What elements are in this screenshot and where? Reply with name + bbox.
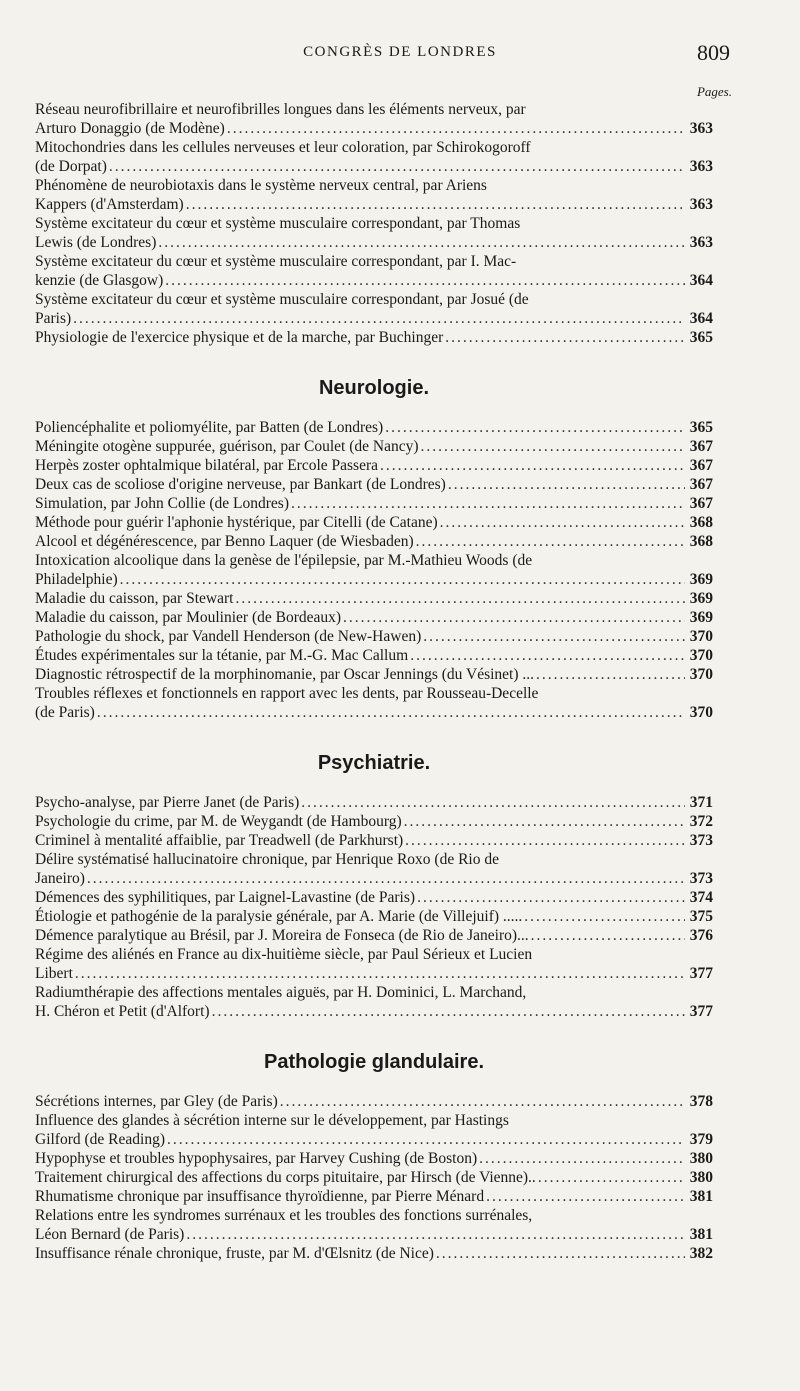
dot-leader bbox=[536, 665, 685, 684]
entry-text-line: Libert bbox=[35, 965, 73, 982]
toc-entry bbox=[35, 1206, 713, 1244]
entry-last-line bbox=[35, 793, 713, 812]
toc-entry bbox=[35, 1111, 713, 1149]
entry-text-line: Rhumatisme chronique par insuffisance thyroïdienne, par Pierre Ménard bbox=[35, 1188, 485, 1205]
toc-entry bbox=[35, 456, 713, 475]
entry-last-line bbox=[35, 926, 713, 945]
toc-entry bbox=[35, 907, 713, 926]
entry-last-line bbox=[35, 627, 713, 646]
entry-page-number: 380 bbox=[689, 1169, 713, 1186]
dot-leader bbox=[423, 627, 685, 646]
entry-text-line: Diagnostic rétrospectif de la morphinomanie, par Oscar Jennings (du Vésinet) ... bbox=[35, 666, 535, 683]
entry-text-line: Arturo Donaggio (de Modène) bbox=[35, 120, 225, 137]
entry-text-line: Influence des glandes à sécrétion interne sur le développement, par Hastings bbox=[35, 1112, 509, 1129]
dot-leader bbox=[410, 646, 685, 665]
dot-leader bbox=[165, 271, 685, 290]
toc-section bbox=[35, 1051, 713, 1263]
entry-page-number: 364 bbox=[689, 310, 713, 327]
toc-entry bbox=[35, 437, 713, 456]
entry-text-line: Études expérimentales sur la tétanie, par M.-G. Mac Callum bbox=[35, 647, 409, 664]
entry-text-line: Léon Bernard (de Paris) bbox=[35, 1226, 185, 1243]
toc-entry bbox=[35, 176, 713, 214]
entry-text-line: Psycho-analyse, par Pierre Janet (de Paris) bbox=[35, 794, 300, 811]
dot-leader bbox=[75, 964, 685, 983]
entry-page-number: 369 bbox=[689, 590, 713, 607]
toc-entry bbox=[35, 627, 713, 646]
entry-text-line: Criminel à mentalité affaiblie, par Treadwell (de Parkhurst) bbox=[35, 832, 404, 849]
entry-page-number: 370 bbox=[689, 666, 713, 683]
dot-leader bbox=[436, 1244, 685, 1263]
toc-entry bbox=[35, 138, 713, 176]
toc-entry bbox=[35, 513, 713, 532]
toc-section bbox=[35, 752, 713, 1021]
entry-last-line bbox=[35, 1187, 713, 1206]
entry-last-line bbox=[35, 907, 713, 926]
entry-text-line: Physiologie de l'exercice physique et de la marche, par Buchinger bbox=[35, 329, 444, 346]
entry-text-line: Réseau neurofibrillaire et neurofibrilles longues dans les éléments nerveux, par bbox=[35, 101, 526, 118]
entry-page-number: 370 bbox=[689, 628, 713, 645]
dot-leader bbox=[380, 456, 685, 475]
dot-leader bbox=[445, 328, 685, 347]
dot-leader bbox=[227, 119, 685, 138]
entry-text-line: Phénomène de neurobiotaxis dans le système nerveux central, par Ariens bbox=[35, 177, 487, 194]
dot-leader bbox=[109, 157, 685, 176]
entry-text-line: Méningite otogène suppurée, guérison, par Coulet (de Nancy) bbox=[35, 438, 419, 455]
entry-text-line: Pathologie du shock, par Vandell Henderson (de New-Hawen) bbox=[35, 628, 422, 645]
entry-last-line bbox=[35, 1244, 713, 1263]
entry-text-line: Sécrétions internes, par Gley (de Paris) bbox=[35, 1093, 278, 1110]
entry-page-number: 364 bbox=[689, 272, 713, 289]
entry-text-line: Radiumthérapie des affections mentales aiguës, par H. Dominici, L. Marchand, bbox=[35, 984, 527, 1001]
entry-page-number: 367 bbox=[689, 457, 713, 474]
toc-entry bbox=[35, 252, 713, 290]
dot-leader bbox=[343, 608, 685, 627]
entry-text-line: Mitochondries dans les cellules nerveuses et leur coloration, par Schirokogoroff bbox=[35, 139, 531, 156]
entry-text-line: (de Dorpat) bbox=[35, 158, 107, 175]
entry-last-line bbox=[35, 475, 713, 494]
toc-entry bbox=[35, 551, 713, 589]
dot-leader bbox=[301, 793, 685, 812]
entry-page-number: 371 bbox=[689, 794, 713, 811]
running-title: CONGRÈS DE LONDRES bbox=[303, 44, 497, 60]
entry-last-line bbox=[35, 271, 713, 290]
section-title: Pathologie glandulaire. bbox=[263, 1051, 485, 1073]
dot-leader bbox=[291, 494, 685, 513]
entry-last-line bbox=[35, 1225, 713, 1244]
toc-entry bbox=[35, 945, 713, 983]
entry-last-line bbox=[35, 589, 713, 608]
entry-text-line: (de Paris) bbox=[35, 704, 95, 721]
toc-entry bbox=[35, 831, 713, 850]
entry-text-line: Maladie du caisson, par Stewart bbox=[35, 590, 234, 607]
entry-page-number: 376 bbox=[689, 927, 713, 944]
dot-leader bbox=[186, 195, 685, 214]
entry-last-line bbox=[35, 328, 713, 347]
entry-last-line bbox=[35, 1130, 713, 1149]
entry-last-line bbox=[35, 418, 713, 437]
entry-page-number: 367 bbox=[689, 438, 713, 455]
toc-entry bbox=[35, 532, 713, 551]
entry-page-number: 369 bbox=[689, 571, 713, 588]
pages-column-label: Pages. bbox=[696, 84, 732, 99]
entry-last-line bbox=[35, 1092, 713, 1111]
entry-last-line bbox=[35, 513, 713, 532]
entry-page-number: 378 bbox=[689, 1093, 713, 1110]
toc-entry bbox=[35, 589, 713, 608]
toc-entry bbox=[35, 1168, 713, 1187]
dot-leader bbox=[120, 570, 685, 589]
entry-last-line bbox=[35, 665, 713, 684]
toc-entry bbox=[35, 888, 713, 907]
entry-page-number: 363 bbox=[689, 120, 713, 137]
dot-leader bbox=[440, 513, 685, 532]
entry-text-line: Psychologie du crime, par M. de Weygandt (de Hambourg) bbox=[35, 813, 402, 830]
entry-text-line: Kappers (d'Amsterdam) bbox=[35, 196, 184, 213]
toc-entry bbox=[35, 812, 713, 831]
dot-leader bbox=[404, 812, 685, 831]
entry-page-number: 374 bbox=[689, 889, 713, 906]
entry-page-number: 367 bbox=[689, 495, 713, 512]
entry-last-line bbox=[35, 119, 713, 138]
entry-page-number: 377 bbox=[689, 1003, 713, 1020]
toc-entry bbox=[35, 793, 713, 812]
entry-last-line bbox=[35, 703, 713, 722]
entry-last-line bbox=[35, 608, 713, 627]
entry-last-line bbox=[35, 532, 713, 551]
entry-text-line: Troubles réflexes et fonctionnels en rapport avec les dents, par Rousseau-Decelle bbox=[35, 685, 539, 702]
dot-leader bbox=[186, 1225, 685, 1244]
dot-leader bbox=[524, 907, 685, 926]
entry-text-line: Simulation, par John Collie (de Londres) bbox=[35, 495, 289, 512]
entry-text-line: Lewis (de Londres) bbox=[35, 234, 157, 251]
entry-last-line bbox=[35, 831, 713, 850]
entry-text-line: Janeiro) bbox=[35, 870, 85, 887]
entry-page-number: 368 bbox=[689, 514, 713, 531]
entry-last-line bbox=[35, 195, 713, 214]
section-title: Neurologie. bbox=[318, 377, 429, 399]
entry-last-line bbox=[35, 1149, 713, 1168]
toc-entry bbox=[35, 926, 713, 945]
dot-leader bbox=[417, 888, 685, 907]
entry-page-number: 380 bbox=[689, 1150, 713, 1167]
entry-text-line: Alcool et dégénérescence, par Benno Laquer (de Wiesbaden) bbox=[35, 533, 414, 550]
entry-page-number: 365 bbox=[689, 419, 713, 436]
toc-entry bbox=[35, 665, 713, 684]
toc-entry bbox=[35, 475, 713, 494]
dot-leader bbox=[416, 532, 685, 551]
toc-entry bbox=[35, 418, 713, 437]
entry-last-line bbox=[35, 570, 713, 589]
entry-text-line: Démences des syphilitiques, par Laignel-Lavastine (de Paris) bbox=[35, 889, 416, 906]
entry-page-number: 372 bbox=[689, 813, 713, 830]
toc-section bbox=[35, 377, 713, 722]
entry-text-line: Maladie du caisson, par Moulinier (de Bordeaux) bbox=[35, 609, 342, 626]
entry-last-line bbox=[35, 233, 713, 252]
dot-leader bbox=[212, 1002, 685, 1021]
entry-page-number: 375 bbox=[689, 908, 713, 925]
entry-page-number: 373 bbox=[689, 832, 713, 849]
dot-leader bbox=[421, 437, 685, 456]
entry-page-number: 381 bbox=[689, 1188, 713, 1205]
entry-page-number: 368 bbox=[689, 533, 713, 550]
entry-text-line: Philadelphie) bbox=[35, 571, 118, 588]
dot-leader bbox=[405, 831, 685, 850]
entry-text-line: H. Chéron et Petit (d'Alfort) bbox=[35, 1003, 210, 1020]
entry-page-number: 367 bbox=[689, 476, 713, 493]
entry-text-line: Système excitateur du cœur et système musculaire correspondant, par Thomas bbox=[35, 215, 521, 232]
entry-page-number: 363 bbox=[689, 234, 713, 251]
entry-text-line: Délire systématisé hallucinatoire chronique, par Henrique Roxo (de Rio de bbox=[35, 851, 499, 868]
dot-leader bbox=[97, 703, 685, 722]
entry-text-line: Gilford (de Reading) bbox=[35, 1131, 165, 1148]
entry-text-line: kenzie (de Glasgow) bbox=[35, 272, 164, 289]
entry-text-line: Système excitateur du cœur et système musculaire correspondant, par Josué (de bbox=[35, 291, 529, 308]
entry-page-number: 370 bbox=[689, 704, 713, 721]
entry-last-line bbox=[35, 456, 713, 475]
toc-entry bbox=[35, 214, 713, 252]
dot-leader bbox=[158, 233, 685, 252]
toc-entry bbox=[35, 1244, 713, 1263]
entry-page-number: 363 bbox=[689, 196, 713, 213]
entry-page-number: 373 bbox=[689, 870, 713, 887]
toc-entry bbox=[35, 100, 713, 138]
entry-last-line bbox=[35, 812, 713, 831]
toc-entry bbox=[35, 1092, 713, 1111]
toc-entry bbox=[35, 608, 713, 627]
toc-entry bbox=[35, 850, 713, 888]
dot-leader bbox=[385, 418, 685, 437]
entry-last-line bbox=[35, 437, 713, 456]
toc-entry bbox=[35, 290, 713, 328]
section-title: Psychiatrie. bbox=[317, 752, 431, 774]
dot-leader bbox=[280, 1092, 685, 1111]
dot-leader bbox=[531, 926, 685, 945]
toc-entry bbox=[35, 646, 713, 665]
entry-page-number: 381 bbox=[689, 1226, 713, 1243]
entry-last-line bbox=[35, 646, 713, 665]
entry-text-line: Paris) bbox=[35, 310, 72, 327]
table-of-contents bbox=[35, 100, 713, 1263]
toc-entry bbox=[35, 1149, 713, 1168]
toc-entry bbox=[35, 983, 713, 1021]
entry-last-line bbox=[35, 869, 713, 888]
entry-last-line bbox=[35, 309, 713, 328]
page-number: 809 bbox=[697, 40, 730, 65]
entry-text-line: Intoxication alcoolique dans la genèse de l'épilepsie, par M.-Mathieu Woods (de bbox=[35, 552, 533, 569]
intro-entries bbox=[35, 100, 713, 347]
entry-text-line: Système excitateur du cœur et système musculaire correspondant, par I. Mac- bbox=[35, 253, 517, 270]
entry-last-line bbox=[35, 888, 713, 907]
toc-entry bbox=[35, 684, 713, 722]
entry-last-line bbox=[35, 1168, 713, 1187]
entry-text-line: Traitement chirurgical des affections du corps pituitaire, par Hirsch (de Vienne).. bbox=[35, 1169, 536, 1186]
toc-entry bbox=[35, 1187, 713, 1206]
entry-text-line: Méthode pour guérir l'aphonie hystérique, par Citelli (de Catane) bbox=[35, 514, 438, 531]
dot-leader bbox=[538, 1168, 685, 1187]
toc-entry bbox=[35, 494, 713, 513]
entry-page-number: 363 bbox=[689, 158, 713, 175]
dot-leader bbox=[448, 475, 685, 494]
entry-page-number: 365 bbox=[689, 329, 713, 346]
entry-page-number: 377 bbox=[689, 965, 713, 982]
dot-leader bbox=[486, 1187, 685, 1206]
dot-leader bbox=[167, 1130, 685, 1149]
entry-text-line: Régime des aliénés en France au dix-huitième siècle, par Paul Sérieux et Lucien bbox=[35, 946, 533, 963]
dot-leader bbox=[479, 1149, 685, 1168]
entry-text-line: Relations entre les syndromes surrénaux et les troubles des fonctions surrénales, bbox=[35, 1207, 533, 1224]
entry-text-line: Hypophyse et troubles hypophysaires, par Harvey Cushing (de Boston) bbox=[35, 1150, 478, 1167]
toc-entry bbox=[35, 328, 713, 347]
entry-page-number: 369 bbox=[689, 609, 713, 626]
entry-last-line bbox=[35, 964, 713, 983]
entry-last-line bbox=[35, 157, 713, 176]
entry-page-number: 370 bbox=[689, 647, 713, 664]
entry-page-number: 379 bbox=[689, 1131, 713, 1148]
entry-text-line: Deux cas de scoliose d'origine nerveuse, par Bankart (de Londres) bbox=[35, 476, 446, 493]
entry-last-line bbox=[35, 1002, 713, 1021]
dot-leader bbox=[87, 869, 685, 888]
sections bbox=[35, 377, 713, 1263]
entry-last-line bbox=[35, 494, 713, 513]
dot-leader bbox=[73, 309, 685, 328]
entry-page-number: 382 bbox=[689, 1245, 713, 1262]
entry-text-line: Étiologie et pathogénie de la paralysie générale, par A. Marie (de Villejuif) ..... bbox=[35, 908, 523, 925]
entry-text-line: Insuffisance rénale chronique, fruste, par M. d'Œlsnitz (de Nice) bbox=[35, 1245, 434, 1262]
entry-text-line: Poliencéphalite et poliomyélite, par Batten (de Londres) bbox=[35, 419, 384, 436]
entry-text-line: Herpès zoster ophtalmique bilatéral, par Ercole Passera bbox=[35, 457, 379, 474]
entry-text-line: Démence paralytique au Brésil, par J. Moreira de Fonseca (de Rio de Janeiro)... bbox=[35, 927, 529, 944]
dot-leader bbox=[235, 589, 685, 608]
